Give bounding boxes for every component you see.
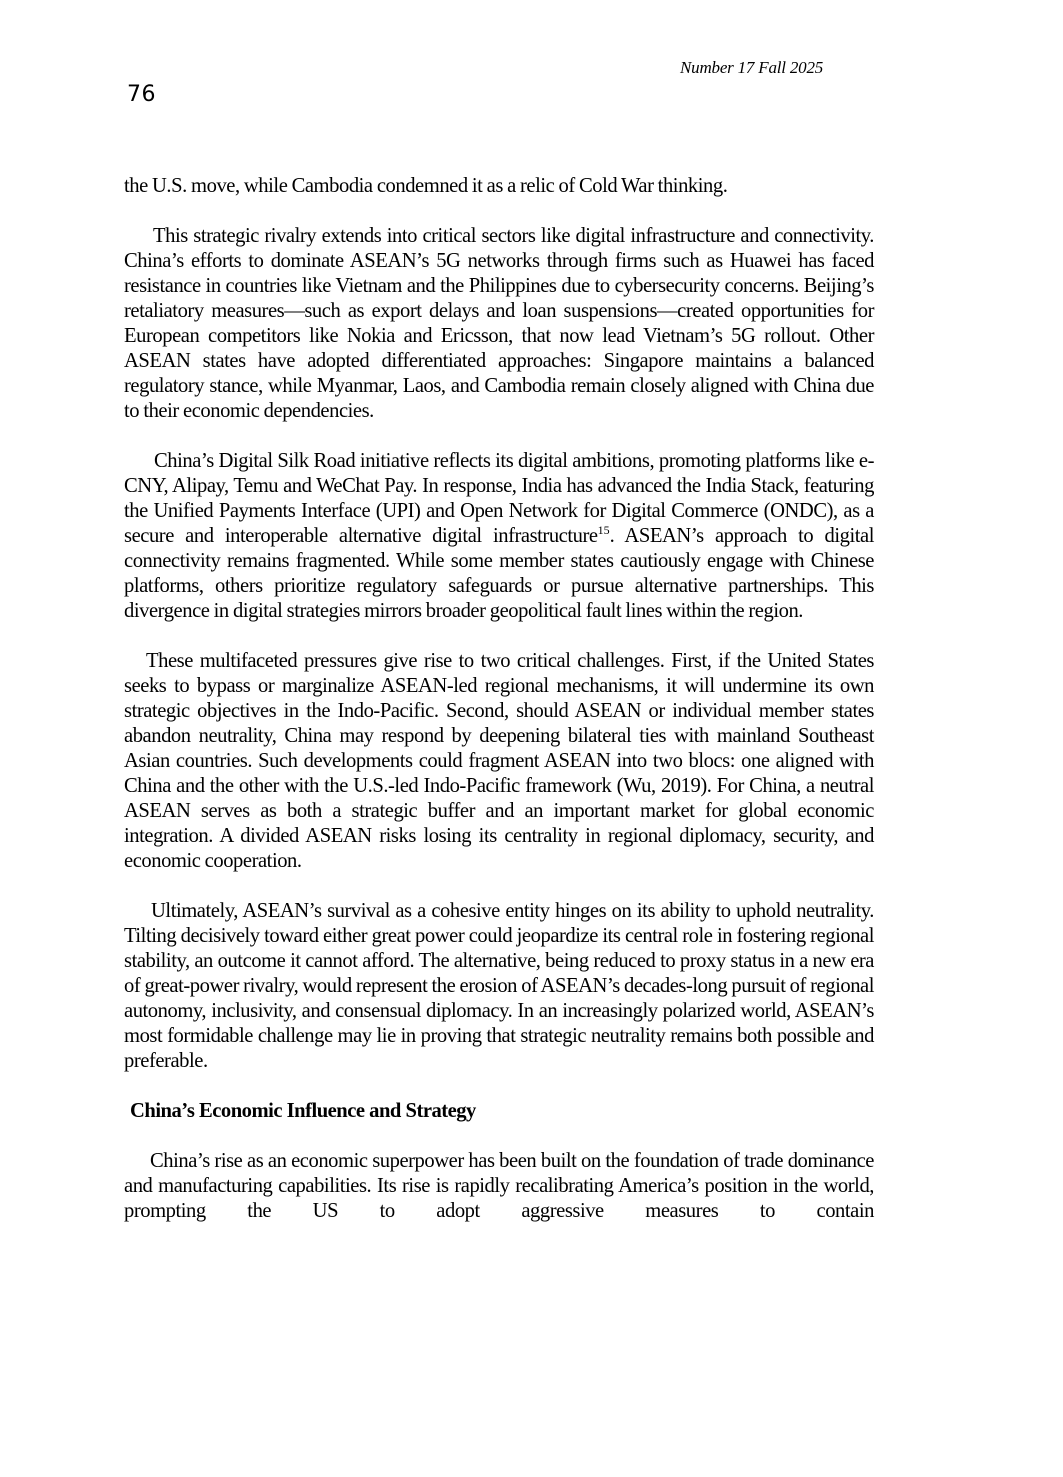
- article-body: [124, 174, 874, 1224]
- paragraph-asean-neutrality: Ultimately, ASEAN’s survival as a cohesive entity hinges on its ability to uphold neutrality. Tilting decisively toward either great power could jeopardize its central role in fostering regional stability, an outcome it cannot afford. The alternative, being reduced to proxy status in a new era of great-power rivalry, would represent the erosion of ASEAN’s decades-long pursuit of regional autonomy, inclusivity, and consensual diplomacy. In an increasingly polarized world, ASEAN’s most formidable challenge may lie in proving that strategic neutrality remains both possible and preferable.: [124, 900, 874, 1072]
- paragraph-text: . ASEAN’s approach to digital connectivity remains fragmented. While some member states cautiously engage with Chinese platforms, others prioritize regulatory safeguards or pursue alternative partnerships. This divergence in digital strategies mirrors broader geopolitical fault lines within the region.: [124, 525, 875, 622]
- paragraph-china-economic-rise: China’s rise as an economic superpower has been built on the foundation of trade dominance and manufacturing capabilities. Its rise is rapidly recalibrating America’s position in the world, prompting the US to adopt aggressive measures to contain: [124, 1150, 874, 1222]
- paragraph-continuation: the U.S. move, while Cambodia condemned it as a relic of Cold War thinking.: [124, 175, 728, 197]
- paragraph-digital-rivalry: This strategic rivalry extends into critical sectors like digital infrastructure and connectivity. China’s efforts to dominate ASEAN’s 5G networks through firms such as Huawei has faced resistance in countries like Vietnam and the Philippines due to cybersecurity concerns. Beijing’s retaliatory measures—such as export delays and loan suspensions—created opportunities for European competitors like Nokia and Ericsson, that now lead Vietnam’s 5G rollout. Other ASEAN states have adopted differentiated approaches: Singapore maintains a balanced regulatory stance, while Myanmar, Laos, and Cambodia remain closely aligned with China due to their economic dependencies.: [124, 225, 874, 422]
- running-head: Number 17 Fall 2025: [680, 58, 824, 77]
- paragraph-critical-challenges: These multifaceted pressures give rise to two critical challenges. First, if the United States seeks to bypass or marginalize ASEAN-led regional mechanisms, it will undermine its own strategic objectives in the Indo-Pacific. Second, should ASEAN or individual member states abandon neutrality, China may respond by deepening bilateral ties with mainland Southeast Asian countries. Such developments could fragment ASEAN into two blocs: one aligned with China and the other with the U.S.-led Indo-Pacific framework (Wu, 2019). For China, a neutral ASEAN serves as both a strategic buffer and an important market for global economic integration. A divided ASEAN risks losing its centrality in regional diplomacy, security, and economic cooperation.: [124, 650, 874, 872]
- page-number: 76: [127, 82, 156, 107]
- paragraph-text: China’s Digital Silk Road initiative reflects its digital ambitions, promoting platforms like e-CNY, Alipay, Temu and WeChat Pay. In response, India has advanced the India Stack, featuring the Unified Payments Interface (UPI) and Open Network for Digital Commerce (ONDC), as a secure and interoperable alternative digital infrastructure: [124, 450, 874, 547]
- section-heading: China’s Economic Influence and Strategy: [130, 1100, 476, 1122]
- paragraph-digital-silk-road: [124, 449, 874, 624]
- footnote-reference[interactable]: 15: [597, 523, 610, 537]
